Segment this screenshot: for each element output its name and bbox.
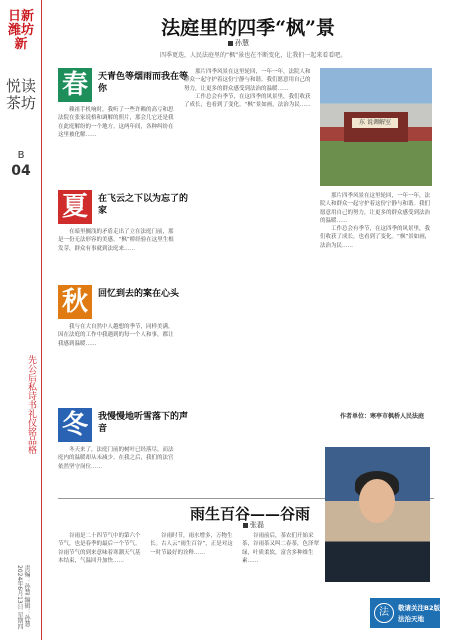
season-char-summer: 夏 xyxy=(58,190,92,224)
section-name: 悦读茶坊 xyxy=(5,77,36,112)
season-sub-summer: 在飞云之下以为忘了的家 xyxy=(98,194,189,216)
right-column-text xyxy=(320,192,434,406)
promo-line-2: 法治天地 xyxy=(398,615,424,623)
page-label: B xyxy=(17,150,25,161)
season-char-winter: 冬 xyxy=(58,408,92,442)
author-credit: 作者单位：寒亭市枫桥人民法庭 xyxy=(340,413,425,420)
bottom-paragraph-1: 谷雨是二十四节气中的第六个节气，也是春季的最后一个节气。谷雨节气的到来意味着寒潮天气基本结束，气温回升加快…… xyxy=(58,533,141,564)
spring-text xyxy=(58,106,178,176)
page-number: 04 xyxy=(11,163,31,179)
promo-box[interactable] xyxy=(370,598,440,628)
summer-text xyxy=(58,228,178,278)
autumn-paragraph: 我与在大自然中人越想的季节，同样美满，因在法庭的工作中我遇到的每一个人和事，都让我感到温暖…… xyxy=(58,324,174,347)
bottom-column-3 xyxy=(242,532,320,632)
byline-marker-icon xyxy=(228,41,233,46)
season-char-spring: 春 xyxy=(58,68,92,102)
middle-paragraph-1: 那片四季风景在这里轮回，一年一年，法院人和群众一起守护着这份宁静与和谐。我们愿意用自己的努力，让更多的群众感受到法治的温暖…… xyxy=(184,69,311,92)
bottom-paragraph-2: 谷雨时节，雨水增多，万物生长。古人云“雨生百谷”，正是对这一时节最好的诠释…… xyxy=(150,533,233,556)
winter-text xyxy=(58,446,178,494)
spring-paragraph: 赖祖手机响时，我听了一些许赖的高亏和思法院在张家说格和调解的照片，那会儿它还是我在此庭解纷的一个地方。这两年间，各种纠纷在这里被化解…… xyxy=(58,107,174,138)
newspaper-logo: 日新潍坊新 xyxy=(7,9,34,52)
portrait-face xyxy=(359,479,395,523)
season-char-autumn: 秋 xyxy=(58,285,92,319)
law-badge-icon: 法 xyxy=(374,603,394,623)
sub-author-name: 张磊 xyxy=(250,521,264,529)
article-lead: 四季更迭，人民法庭里的“枫”景也在不断变化，让我们一起来看看吧。 xyxy=(160,52,347,59)
season-sub-winter: 我慢慢地听雪落下的声音 xyxy=(98,412,189,434)
sidebar-motto: 先公后私诗书礼仪铭品格 xyxy=(26,355,36,454)
promo-line-1: 敬请关注B2版 xyxy=(398,604,440,612)
right-paragraph-1: 那片四季风景在这里轮回，一年一年，法院人和群众一起守护着这份宁静与和谐。我们愿意用自己的努力，让更多的群众感受到法治的温暖…… xyxy=(320,193,431,224)
court-plaque: 东 说调解室 xyxy=(352,118,398,128)
author-byline xyxy=(228,38,249,48)
sub-byline xyxy=(243,520,264,530)
editor-info: 责编：孙慧 编辑：孙慧 2024年6月13日 星期四 xyxy=(16,565,30,630)
season-sub-autumn: 回忆到去的案在心头 xyxy=(98,289,180,299)
portrait-photo xyxy=(325,447,430,582)
court-building-photo xyxy=(320,68,432,186)
bottom-paragraph-3: 谷雨前后，茶农们开始采茶，谷雨茶又叫二春茶，色泽翠绿，叶质柔软，富含多种维生素…… xyxy=(242,533,320,564)
bottom-column-1 xyxy=(58,532,144,632)
sub-byline-marker-icon xyxy=(243,523,248,528)
autumn-text xyxy=(58,323,178,403)
winter-paragraph: 冬天来了，法庭门前的树叶已经落尽，而法庭内的温暖却从未减少。在我之后，我们的法官依然坚守岗位…… xyxy=(58,447,174,470)
main-headline: 法庭里的四季“枫”景 xyxy=(161,17,335,39)
middle-paragraph-2: 工作总会有季节，在这四季的风景里，我们收获了成长，也看到了变化。“枫”景如画，法治为民…… xyxy=(184,93,311,109)
author-name: 孙慧 xyxy=(235,39,249,47)
sub-headline: 雨生百谷——谷雨 xyxy=(189,505,310,523)
season-sub-spring: 天青色等烟雨而我在等你 xyxy=(98,72,189,94)
summer-paragraph: 在暗里搁浅的矛盾走出了立在法庭门前，那是一份无法形容的美感。“枫”桥经验在这里生根发芽，群众有事就到法庭来…… xyxy=(58,229,174,252)
middle-column-text xyxy=(184,68,312,492)
bottom-column-2 xyxy=(150,532,236,632)
right-paragraph-2: 工作总会有季节，在这四季的风景里，我们收获了成长，也看到了变化。“枫”景如画，法治为民…… xyxy=(320,226,431,249)
page-sidebar xyxy=(0,0,42,640)
